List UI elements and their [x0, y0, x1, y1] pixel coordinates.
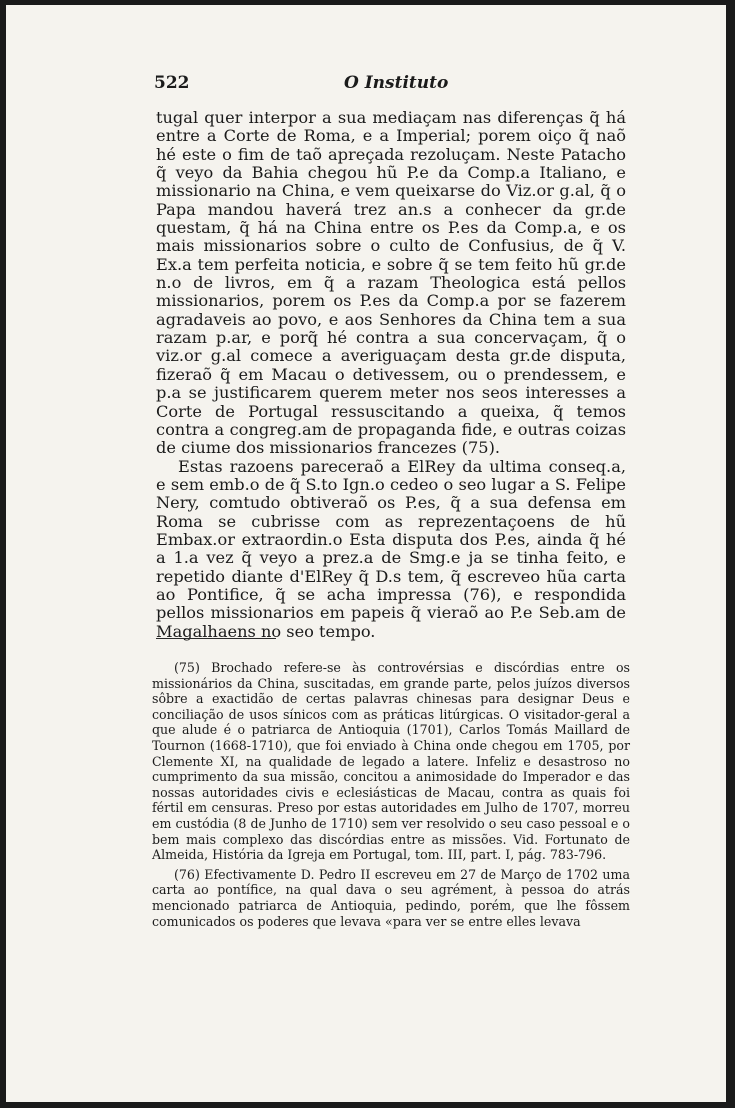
footnote-76: (76) Efectivamente D. Pedro II escreveu em 27 de Março de 1702 uma carta ao pontífice, na qual dava o seu agrément, à pessoa do atrás mencionado patriarca de Antioquia, pedindo, porém, que lhe fôssem comunicados os poderes que levava «para ver se entre elles levava: [152, 866, 630, 929]
running-title: O Instituto: [344, 73, 449, 93]
footnote-separator: [156, 638, 276, 639]
paragraph-1: tugal quer interpor a sua mediaçam nas diferenças q̃ há entre a Corte de Roma, e a Imperial; porem oiço q̃ naõ hé este o fim de taõ apreçada rezoluçam. Neste Patacho q̃ veyo da Bahia chegou hũ P.e da Comp.a Italiano, e missionario na China, e vem queixarse do Viz.or g.al, q̃ o Papa mandou haverá trez an.s a conhecer da gr.de questam, q̃ há na China entre os P.es da Comp.a, e os mais missionarios sobre o culto de Confusius, de q̃ V. Ex.a tem perfeita noticia, e sobre q̃ se tem feito hũ gr.de n.o de livros, em q̃ a razam Theologica está pellos missionarios, porem os P.es da Comp.a por se fazerem agradaveis ao povo, e aos Senhores da China tem a sua razam p.ar, e porq̃ hé contra a sua concervaçam, q̃ o viz.or g.al comece a averiguaçam desta gr.de disputa, fizeraõ q̃ em Macau o detivessem, ou o prendessem, e p.a se justificarem querem meter nos seos interesses a Corte de Portugal ressuscitando a queixa, q̃ temos contra a congreg.am de propaganda fide, e outras coizas de ciume dos missionarios francezes (75).: [156, 108, 626, 458]
page-number: 522: [154, 73, 190, 93]
document-page: [6, 5, 726, 1102]
paragraph-2: Estas razoens pareceraõ a ElRey da ultima conseq.a, e sem emb.o de q̃ S.to Ign.o cedeo o seo lugar a S. Felipe Nery, comtudo obtiveraõ os P.es, q̃ a sua defensa em Roma se cubrisse com as reprezentaçoens de hũ Embax.or extraordin.o Esta disputa dos P.es, ainda q̃ hé a 1.a vez q̃ veyo a prez.a de Smg.e ja se tinha feito, e repetido diante d'ElRey q̃ D.s tem, q̃ escreveo hũa carta ao Pontifice, q̃ se acha impressa (76), e respondida pellos missionarios em papeis q̃ vieraõ ao P.e Seb.am de Magalhaens no seo tempo.: [156, 456, 626, 641]
page-header: [154, 73, 624, 97]
main-text: [156, 109, 626, 641]
footnote-75: (75) Brochado refere-se às controvérsias e discórdias entre os missionários da China, suscitadas, em grande parte, pelos juízos diversos sôbre a exactidão de certas palavras chinesas para designar Deus e conciliação de usos sínicos com as práticas litúrgicas. O visitador-geral a que alude é o patriarca de Antioquia (1701), Carlos Tomás Maillard de Tournon (1668-1710), que foi enviado à China onde chegou em 1705, por Clemente XI, na qualidade de legado a latere. Infeliz e desastroso no cumprimento da sua missão, concitou a animosidade do Imperador e das nossas autoridades civis e eclesiásticas de Macau, contra as quais foi fértil em censuras. Preso por estas autoridades em Julho de 1707, morreu em custódia (8 de Junho de 1710) sem ver resolvido o seu caso pessoal e o bem mais complexo das discórdias entre as missões. Vid. Fortunato de Almeida, História da Igreja em Portugal, tom. III, part. I, pág. 783-796.: [152, 660, 630, 863]
footnotes: [152, 660, 630, 929]
